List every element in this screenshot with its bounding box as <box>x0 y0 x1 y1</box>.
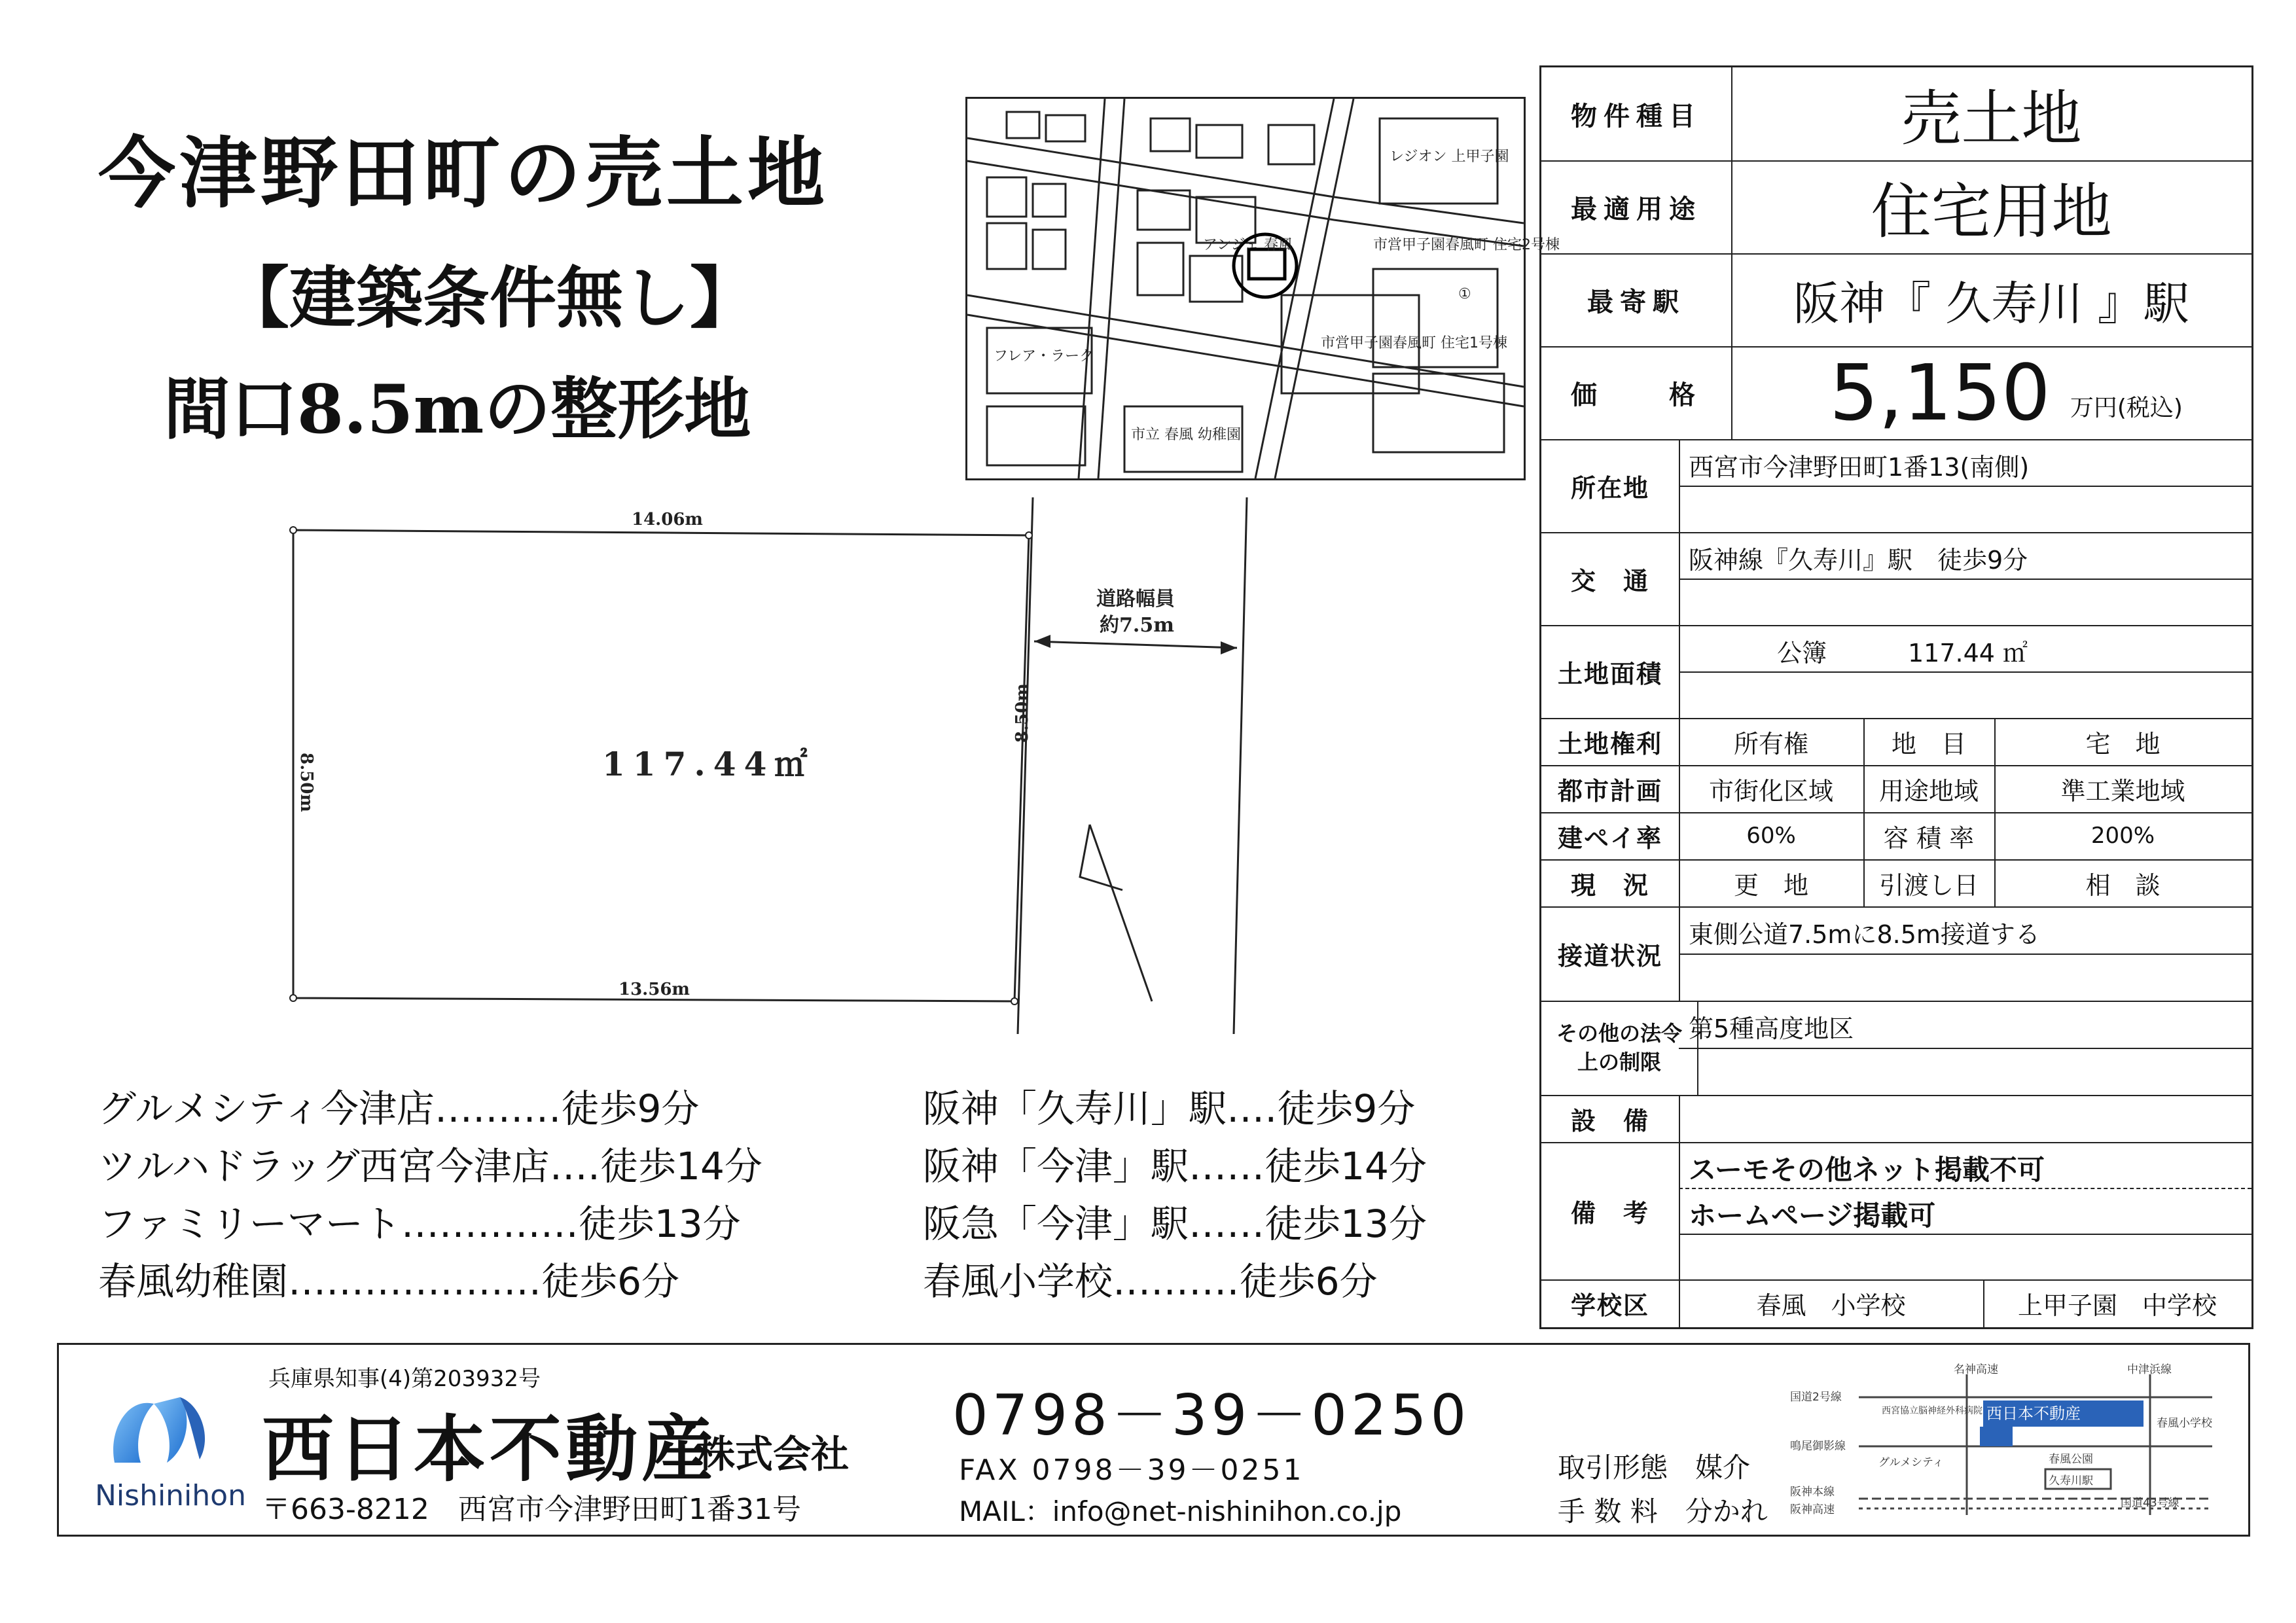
row-price <box>1541 346 2251 440</box>
mini-map-label: 国道2号線 <box>1790 1391 1842 1404</box>
left-edge-length: 8.50m <box>296 753 316 812</box>
note-2: ホームページ掲載可 <box>1689 1200 1936 1232</box>
map-label: ① <box>1458 286 1471 302</box>
deal-type: 取引形態 媒介 <box>1558 1452 1751 1484</box>
price-value: 5,150 <box>1829 348 2051 438</box>
use-label: 最適用途 <box>1541 160 1732 253</box>
phone-number: 0798－39－0250 <box>952 1383 1471 1448</box>
fax-number: FAX 0798－39－0251 <box>959 1454 1304 1487</box>
handover-label: 引渡し日 <box>1863 859 1996 906</box>
location-map-drawing <box>967 99 1560 478</box>
city-label: 都市計画 <box>1541 765 1680 812</box>
transport-value: 阪神線『久寿川』駅 徒歩9分 <box>1689 546 2028 575</box>
price-unit: 万円(税込) <box>2070 394 2183 421</box>
legal-value: 第5種高度地区 <box>1689 1014 1854 1043</box>
row-facility <box>1541 1095 2251 1143</box>
map-label: フレア・ラーク <box>994 348 1094 365</box>
rights-value: 所有権 <box>1679 718 1865 765</box>
transport-label: 交 通 <box>1541 532 1680 625</box>
nearby-item: 阪急「今津」駅‥‥‥徒歩13分 <box>923 1202 1427 1246</box>
mini-map-label: 阪神高速 <box>1790 1503 1835 1516</box>
condition-subtitle: 【建築条件無し】 <box>223 259 757 338</box>
mini-map-label: 国道43号線 <box>2121 1497 2179 1510</box>
nearby-left-list <box>98 1080 762 1310</box>
right-edge-length: 8.50m <box>1013 683 1032 743</box>
address-value: 西宮市今津野田町1番13(南側) <box>1689 453 2030 482</box>
nearby-item: ツルハドラッグ西宮今津店‥‥徒歩14分 <box>98 1144 762 1188</box>
chimoku-label: 地 目 <box>1863 718 1996 765</box>
rights-label: 土地権利 <box>1541 718 1680 765</box>
row-type <box>1541 67 2251 162</box>
zone-value: 準工業地域 <box>2060 776 2185 806</box>
note-1: スーモその他ネット掲載不可 <box>1689 1154 2045 1186</box>
station-label: 最寄駅 <box>1541 253 1732 346</box>
area-kind: 公簿 <box>1777 639 1827 668</box>
mini-map-label: 阪神本線 <box>1790 1486 1835 1499</box>
station-value: 阪神『 久寿川 』駅 <box>1793 276 2189 330</box>
row-status <box>1541 859 2251 908</box>
company-logo <box>95 1378 226 1476</box>
chimoku-value: 宅 地 <box>2085 729 2161 758</box>
frontage-subtitle: 間口8.5mの整形地 <box>164 370 751 449</box>
address-label: 所在地 <box>1541 439 1680 532</box>
row-note <box>1541 1142 2251 1281</box>
row-area <box>1541 625 2251 719</box>
page-title: 今津野田町の売土地 <box>98 128 829 219</box>
far-label: 容 積 率 <box>1863 812 1996 859</box>
row-city <box>1541 765 2251 813</box>
mini-map-label: 春風小学校 <box>2157 1417 2212 1430</box>
status-value: 更 地 <box>1679 859 1865 906</box>
plot-drawing <box>275 491 1322 1041</box>
top-edge-length: 14.06m <box>632 510 703 529</box>
bcr-label: 建ペイ率 <box>1541 812 1680 859</box>
map-label: 市営甲子園春風町 住宅1号棟 <box>1321 335 1507 351</box>
type-value: 売土地 <box>1901 84 2082 154</box>
nearby-item: 阪神「今津」駅‥‥‥徒歩14分 <box>923 1144 1427 1188</box>
handover-value: 相 談 <box>2085 870 2161 900</box>
company-name: 西日本不動産 <box>262 1408 717 1491</box>
access-label: 接道状況 <box>1541 906 1680 1001</box>
mini-map-label: 名神高速 <box>1954 1363 1998 1376</box>
footer <box>57 1343 2250 1537</box>
mini-map-label: 久寿川駅 <box>2049 1474 2093 1488</box>
price-label: 価 格 <box>1541 346 1732 439</box>
spec-table <box>1539 65 2253 1329</box>
row-transport <box>1541 532 2251 626</box>
school-junior: 上甲子園 中学校 <box>2017 1291 2217 1320</box>
row-address <box>1541 439 2251 533</box>
legal-label: その他の法令上の制限 <box>1541 1001 1698 1095</box>
plot-svg <box>275 491 1322 1041</box>
status-label: 現 況 <box>1541 859 1680 906</box>
nearby-item: 春風幼稚園‥‥‥‥‥‥‥‥‥‥徒歩6分 <box>98 1259 680 1304</box>
company-suffix: 株式会社 <box>697 1432 850 1476</box>
mini-map-label: 西宮協立脳神経外科病院 <box>1882 1406 1982 1416</box>
mini-map-label: 鳴尾御影線 <box>1790 1440 1846 1453</box>
access-mini-map <box>1787 1361 2219 1522</box>
bottom-edge-length: 13.56m <box>619 980 690 999</box>
price-cell <box>1731 346 2251 439</box>
road-width: 約7.5m <box>1100 614 1174 637</box>
nearby-item: 阪神「久寿川」駅‥‥徒歩9分 <box>923 1086 1416 1131</box>
row-rights <box>1541 718 2251 766</box>
note-label: 備 考 <box>1541 1142 1680 1279</box>
type-label: 物件種目 <box>1541 67 1732 160</box>
area-label: 土地面積 <box>1541 625 1680 718</box>
row-legal <box>1541 1001 2251 1096</box>
access-value: 東側公道7.5mに8.5m接道する <box>1689 920 2040 949</box>
logo-text: Nishinihon <box>95 1479 246 1512</box>
facility-label: 設 備 <box>1541 1095 1680 1142</box>
far-value: 200% <box>2090 823 2155 849</box>
mini-map-label: グルメシティ <box>1878 1456 1944 1469</box>
map-label: 市営甲子園春風町 住宅2号棟 <box>1373 237 1560 253</box>
nearby-item: ファミリーマート‥‥‥‥‥‥‥徒歩13分 <box>98 1202 741 1246</box>
use-value: 住宅用地 <box>1871 177 2112 247</box>
city-value: 市街化区域 <box>1679 765 1865 812</box>
bcr-value: 60% <box>1679 812 1865 859</box>
license-number: 兵庫県知事(4)第203932号 <box>268 1366 541 1392</box>
row-station <box>1541 253 2251 348</box>
map-label: 市立 春風 幼稚園 <box>1131 427 1241 443</box>
brokerage-fee: 手 数 料 分かれ <box>1558 1495 1768 1527</box>
road-label: 道路幅員 <box>1096 588 1175 611</box>
email-address: MAIL：info@net-nishinihon.co.jp <box>959 1495 1402 1527</box>
nearby-item: 春風小学校‥‥‥‥‥徒歩6分 <box>923 1259 1378 1304</box>
map-label: アンジェ 春風 <box>1203 237 1293 253</box>
location-map <box>965 97 1560 480</box>
row-school <box>1541 1279 2251 1327</box>
row-bcr <box>1541 812 2251 861</box>
area-value: 117.44 ㎡ <box>1908 639 2028 668</box>
school-elementary: 春風 小学校 <box>1679 1279 1984 1327</box>
row-use <box>1541 160 2251 255</box>
access-map-svg <box>1787 1361 2219 1522</box>
mini-map-label: 西日本不動産 <box>1986 1404 2081 1423</box>
logo-mark-icon <box>95 1378 226 1476</box>
map-label: レジオン 上甲子園 <box>1390 149 1509 165</box>
nearby-item: グルメシティ今津店‥‥‥‥‥徒歩9分 <box>98 1086 700 1131</box>
school-label: 学校区 <box>1541 1279 1680 1327</box>
row-access <box>1541 906 2251 1002</box>
plot-area: 117.44㎡ <box>602 745 816 783</box>
company-address: 〒663-8212 西宮市今津野田町1番31号 <box>262 1493 801 1526</box>
mini-map-label: 中津浜線 <box>2127 1363 2172 1376</box>
zone-label: 用途地域 <box>1863 765 1996 812</box>
mini-map-label: 春風公園 <box>2049 1453 2093 1466</box>
nearby-right-list <box>923 1080 1427 1310</box>
